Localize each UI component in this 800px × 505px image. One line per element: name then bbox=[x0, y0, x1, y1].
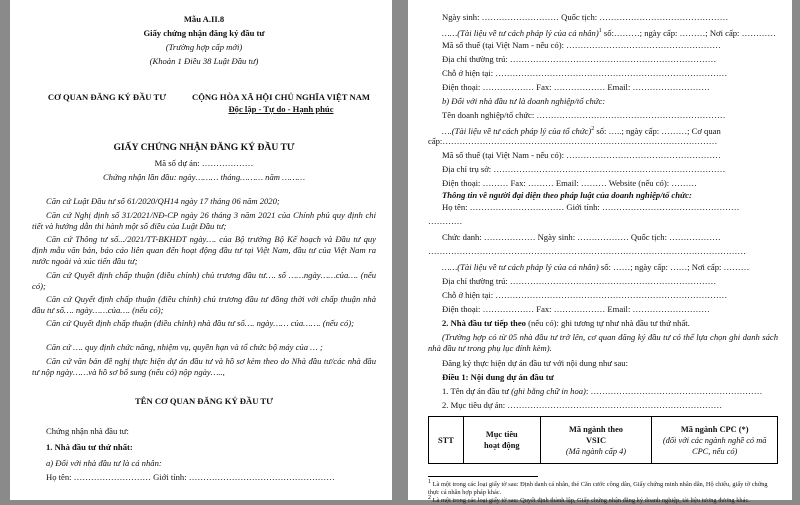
basis-policy-approval: Căn cứ Quyết định chấp thuận (điều chỉnh) chủ trương đầu tư…. số ……ngày……của…. (nếu có); bbox=[32, 270, 376, 291]
th-vsic-line2: VSIC bbox=[585, 435, 606, 445]
th-cpc-line1: Mã ngành CPC (*) bbox=[680, 424, 749, 434]
activity-table-header bbox=[429, 417, 778, 464]
form-code: Mẫu A.II.8 bbox=[183, 14, 225, 24]
basis-policy-investor: Căn cứ Quyết định chấp thuận (điều chỉnh) chủ trương đầu tư đồng thời với chấp thuận nhà đầu tư số…. ngày……của…. (nếu có); bbox=[32, 294, 376, 315]
basis-circular: Căn cứ Thông tư số.../2021/TT-BKHĐT ngày…. của Bộ trưởng Bộ Kế hoạch và Đầu tư quy định mẫu văn bản, báo cáo liên quan đến hoạt động đầu tư tại Việt Nam, đầu tư của Việt Nam ra nước ngoài và xúc tiến đầu tư; bbox=[32, 234, 376, 266]
enterprise-doc-label: ….(Tài liệu về tư cách pháp lý của tổ chức) bbox=[442, 125, 592, 136]
investor-first: 1. Nhà đầu tư thứ nhất: bbox=[46, 442, 133, 452]
document-page-left bbox=[10, 0, 392, 500]
agency-label: CƠ QUAN ĐĂNG KÝ ĐẦU TƯ bbox=[47, 92, 167, 102]
rep-title-birth: Chức danh: ……………… Ngày sinh: ……………… Quốc tịch: ……………… bbox=[442, 232, 721, 242]
contact-line: Điện thoại: ……………… Fax: ……………… Email: ……………………… bbox=[442, 82, 710, 92]
next-investor-note: (nếu có): ghi tương tự như nhà đầu tư thứ nhất. bbox=[525, 318, 690, 328]
cert-heading: GIẤY CHỨNG NHẬN ĐĂNG KÝ ĐẦU TƯ bbox=[113, 142, 295, 153]
rep-overflow: ………………………………………………………………………………………………… bbox=[428, 246, 746, 256]
enterprise-contact: Điện thoại: ……… Fax: ……… Email: ……… Website (nếu có): ……… bbox=[442, 178, 698, 188]
footnote-2-text: Là một trong các loại giấy tờ sau: Quyết định thành lập, Giấy chứng nhận đăng ký doanh nghiệp, tài liệu tương đương khác. bbox=[432, 497, 750, 505]
rep-name-overflow: ………… bbox=[428, 216, 463, 226]
legal-doc-label: ……(Tài liệu về tư cách pháp lý của cá nhân) bbox=[442, 27, 599, 38]
project-goal: 2. Mục tiêu dự án: ………………………………………………………………… bbox=[442, 400, 723, 410]
birth-nationality: Ngày sinh: ……………………… Quốc tịch: ……………………………………… bbox=[442, 12, 729, 22]
basis-functions: Căn cứ …. quy định chức năng, nhiệm vụ, quyền hạn và tổ chức bộ máy của … ; bbox=[46, 342, 323, 352]
basis-decree: Căn cứ Nghị định số 31/2021/NĐ-CP ngày 26 tháng 3 năm 2021 của Chính phủ quy định chi tiết và hướng dẫn thi hành một số điều của Luật Đầu tư; bbox=[32, 210, 376, 231]
tax-code: Mã số thuế (tại Việt Nam - nếu có): ……………………………………………… bbox=[442, 40, 721, 50]
rep-contact: Điện thoại: ……………… Fax: ……………… Email: ……………………… bbox=[442, 304, 710, 314]
th-cpc bbox=[652, 417, 778, 464]
th-vsic-line1: Mã ngành theo bbox=[569, 424, 623, 434]
enterprise-legal-doc bbox=[428, 124, 778, 137]
activity-table bbox=[428, 416, 778, 464]
basis-law: Căn cứ Luật Đầu tư số 61/2020/QH14 ngày 17 tháng 06 năm 2020; bbox=[46, 196, 280, 206]
th-vsic-line3: (Mã ngành cấp 4) bbox=[565, 446, 627, 456]
investor-name-gender: Họ tên: ……………………… Giới tính: …………………………………………… bbox=[46, 472, 335, 482]
rep-doc-label: ……(Tài liệu về tư cách pháp lý của cá nhân) bbox=[442, 262, 599, 272]
rep-current-residence: Chỗ ở hiện tại: ……………………………………………………………………… bbox=[442, 290, 728, 300]
agency-block: TÊN CƠ QUAN ĐĂNG KÝ ĐẦU TƯ bbox=[135, 396, 273, 406]
document-page-right bbox=[408, 0, 792, 505]
rep-doc-fields: số: ……; ngày cấp: ……; Nơi cấp: ……… bbox=[598, 262, 750, 272]
enterprise-doc-fields: số: …..; ngày cấp: ………; Cơ quan bbox=[594, 125, 721, 136]
form-basis: (Khoản 1 Điều 38 Luật Đầu tư) bbox=[149, 56, 259, 66]
current-residence: Chỗ ở hiện tại: ……………………………………………………………………… bbox=[442, 68, 728, 78]
next-investor-label: 2. Nhà đầu tư tiếp theo bbox=[442, 318, 526, 328]
basis-investor-approval: Căn cứ Quyết định chấp thuận (điều chỉnh) nhà đầu tư số…. ngày…… của……. (nếu có); bbox=[46, 318, 354, 328]
project-name-label: 1. Tên dự án đầu tư bbox=[442, 386, 512, 396]
next-investor bbox=[428, 318, 778, 329]
footnote-1-text: Là một trong các loại giấy tờ sau: Định danh cá nhân, thẻ Căn cước công dân, Giấy chứng minh nhân dân, Hộ chiếu, giấy tờ chứng thực cá nhân hợp pháp khác. bbox=[428, 481, 768, 497]
legal-doc-fields: số:………; ngày cấp: ………; Nơi cấp: ………… bbox=[601, 27, 776, 38]
project-code: Mã số dự án: ……………… bbox=[154, 158, 254, 168]
form-title: Giấy chứng nhận đăng ký đầu tư bbox=[143, 28, 265, 38]
nation-motto: Độc lập - Tự do - Hạnh phúc bbox=[228, 104, 334, 114]
head-office: Địa chỉ trụ sở: ……………………………………………………………………… bbox=[442, 164, 726, 174]
legal-rep-heading: Thông tin về người đại diện theo pháp luật của doanh nghiệp/tổ chức: bbox=[442, 190, 692, 200]
permanent-address: Địa chỉ thường trú: ……………………………………………………………… bbox=[442, 54, 717, 64]
footnote-2-mark: 2 bbox=[428, 495, 431, 501]
enterprise-name: Tên doanh nghiệp/tổ chức: ………………………………………………………… bbox=[442, 110, 726, 120]
footnote-ref-2: 2 bbox=[591, 126, 595, 132]
certify-investor: Chứng nhận nhà đầu tư: bbox=[46, 426, 129, 436]
footnote-1-mark: 1 bbox=[428, 479, 431, 485]
th-goal-line2: hoạt động bbox=[483, 441, 520, 450]
form-case: (Trường hợp cấp mới) bbox=[165, 42, 243, 52]
rep-legal-doc bbox=[428, 262, 778, 273]
issuing-agency: cấp:…………………………………………………………………………………… bbox=[428, 136, 718, 146]
footnote-2 bbox=[428, 494, 778, 505]
th-stt: STT bbox=[429, 417, 464, 464]
rep-name-gender: Họ tên: …………………………… Giới tính: ………………………………………… bbox=[442, 202, 740, 212]
basis-proposal: Căn cứ văn bản đề nghị thực hiện dự án đầu tư và hồ sơ kèm theo do Nhà đầu tư/các nhà đầu tư nộp ngày……và hồ sơ bổ sung (nếu có) nộp ngày….., bbox=[32, 356, 376, 377]
many-investors-note: (Trường hợp có từ 05 nhà đầu tư trở lên, cơ quan đăng ký đầu tư có thể lựa chọn ghi danh sách nhà đầu tư trong phụ lục đính kèm). bbox=[428, 332, 778, 353]
project-name bbox=[428, 386, 778, 397]
project-name-hint: (ghi bằng chữ in hoa) bbox=[511, 386, 586, 396]
article-1-heading: Điều 1: Nội dung dự án đầu tư bbox=[442, 372, 554, 382]
footnote-ref-1: 1 bbox=[598, 28, 602, 34]
th-goal bbox=[463, 417, 540, 464]
individual-legal-doc bbox=[428, 26, 778, 39]
investor-individual: a) Đối với nhà đầu tư là cá nhân: bbox=[46, 458, 162, 468]
enterprise-tax-code: Mã số thuế (tại Việt Nam - nếu có): ……………………………………………… bbox=[442, 150, 721, 160]
enterprise-investor: b) Đối với nhà đầu tư là doanh nghiệp/tổ chức: bbox=[442, 96, 606, 106]
th-cpc-line2: (đối với các ngành nghề có mã CPC, nếu có) bbox=[662, 435, 767, 456]
nation-name: CỘNG HÒA XÃ HỘI CHỦ NGHĨA VIỆT NAM bbox=[191, 92, 371, 102]
th-vsic bbox=[540, 417, 652, 464]
first-issue-date: Chứng nhận lần đầu: ngày……… tháng……… năm ……… bbox=[102, 172, 306, 182]
footnote-divider bbox=[428, 476, 538, 477]
rep-permanent-address: Địa chỉ thường trú: ……………………………………………………………… bbox=[442, 276, 717, 286]
th-goal-line1: Mục tiêu bbox=[485, 430, 518, 439]
project-name-dots: : …………………………………………………… bbox=[585, 386, 763, 396]
register-intro: Đăng ký thực hiện dự án đầu tư với nội dung như sau: bbox=[442, 358, 628, 368]
